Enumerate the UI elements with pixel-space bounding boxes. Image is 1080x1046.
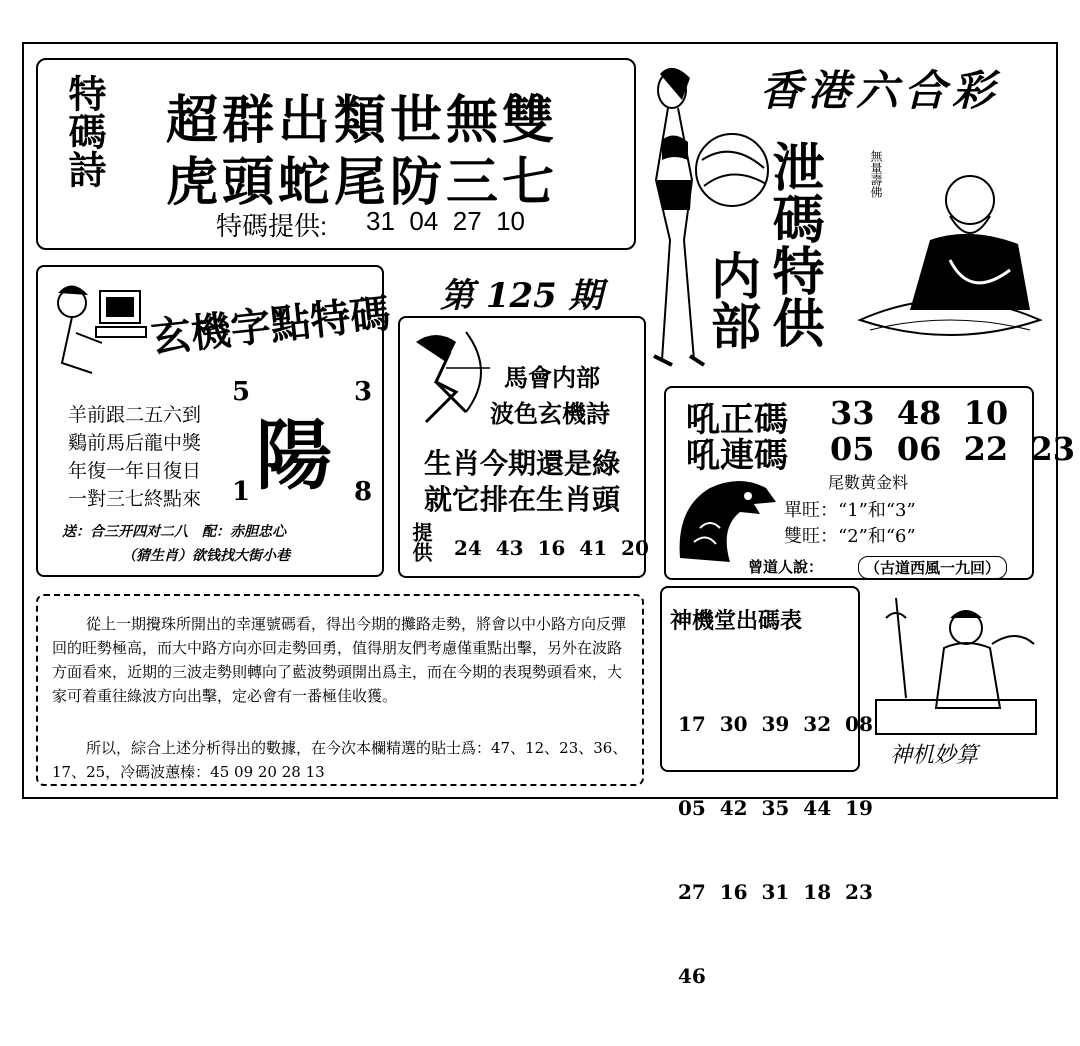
num-top-left: 5	[232, 377, 251, 407]
mystery-lines	[68, 401, 201, 513]
table-title: 神機堂出碼表	[670, 608, 803, 634]
mystery-line-4: 一對三七終點來	[68, 488, 202, 510]
analysis-box	[36, 594, 644, 786]
poem-line-2: 虎頭蛇尾防三七	[166, 152, 559, 213]
analysis-paragraph-1: 從上一期攪珠所開出的幸運號碼看，得出今期的攤路走勢，將會以中小路方向反彈回的旺勢極高，而大中路方向亦回走勢回勇，值得朋友們考慮僅重點出擊，另外在波路方面看來，近期的三波走勢則轉向了藍波勢頭開出爲主，而在今期的表現勢頭看來，大家可着重往綠波方向出擊，定必會有一番極佳收獲。	[52, 615, 627, 705]
table-rows	[678, 654, 873, 1046]
provide-label: 特碼提供:	[216, 211, 328, 241]
mystery-box	[36, 265, 393, 577]
taoist-label: 曾道人說：	[748, 558, 824, 576]
code-row1-label: 吼正碼	[686, 400, 788, 440]
sage-sign: 神机妙算	[890, 743, 979, 768]
horse-line-4: 就它排在生肖頭	[424, 483, 621, 516]
horse-line-2: 波色玄機詩	[490, 399, 610, 428]
eagle-illustration	[670, 468, 780, 568]
poem-box	[36, 58, 636, 250]
taoist-quote: （古道西風一九回）	[858, 556, 1007, 579]
buddha-illustration	[850, 160, 1050, 355]
buddha-caption: 無量壽佛	[869, 150, 883, 198]
horse-numbers: 24 43 16 41 20	[454, 536, 649, 560]
num-bottom-right: 8	[354, 477, 373, 507]
big-character: 陽	[256, 411, 332, 500]
code-row2-label: 吼連碼	[686, 436, 788, 476]
brand-title: 香港六合彩	[760, 66, 1001, 115]
code-row1-numbers: 33 48 10	[830, 394, 1009, 432]
horse-club-box	[398, 316, 649, 578]
provide-numbers: 31 04 27 10	[366, 206, 526, 236]
mystery-line-1: 羊前跟二五六到	[68, 404, 202, 426]
code-table-box	[660, 586, 873, 988]
horse-provide-label: 提供	[409, 522, 433, 562]
tail-double: 雙旺：“2”和“6”	[784, 526, 916, 547]
table-row: 27 16 31 18 23	[678, 880, 873, 904]
leak-vertical: 泄碼特供	[763, 140, 824, 348]
mystery-gift-2: （猜生肖）欲钱找大街小巷	[122, 548, 290, 564]
code-row2-numbers: 05 06 22 23	[830, 430, 1075, 468]
table-row: 17 30 39 32 08	[678, 712, 873, 736]
tail-title: 尾數黄金料	[828, 473, 909, 492]
mystery-title: 玄機字點特碼	[148, 289, 393, 362]
codes-box	[664, 386, 1075, 580]
archer-illustration	[406, 322, 496, 432]
mystery-line-3: 年復一年日復日	[68, 460, 202, 482]
side-label: 特碼詩	[62, 74, 107, 188]
horse-line-1: 馬會内部	[504, 363, 600, 392]
horse-line-3: 生肖今期還是綠	[424, 447, 621, 480]
mystery-gift: 送：合三开四对二八 配：赤胆忠心	[62, 524, 286, 540]
table-row: 46	[678, 964, 706, 988]
num-top-right: 3	[354, 377, 373, 407]
sage-illustration	[866, 588, 1046, 738]
analysis-paragraph-2: 所以，綜合上述分析得出的數據，在今次本欄精選的貼士爲：47、12、23、36、17、25，冷碼波蕙榛：45 09 20 28 13	[52, 739, 628, 781]
table-row: 05 42 35 44 19	[678, 796, 873, 820]
poem-line-1: 超群出類世無雙	[166, 90, 559, 151]
num-bottom-left: 1	[232, 477, 251, 507]
mystery-line-2: 鷄前馬后龍中獎	[68, 432, 202, 454]
computer-girl-illustration	[42, 273, 152, 388]
inner-vertical: 内部	[703, 250, 762, 350]
issue-label: 第 125 期	[440, 276, 603, 316]
tail-single: 單旺：“1”和“3”	[784, 500, 916, 521]
